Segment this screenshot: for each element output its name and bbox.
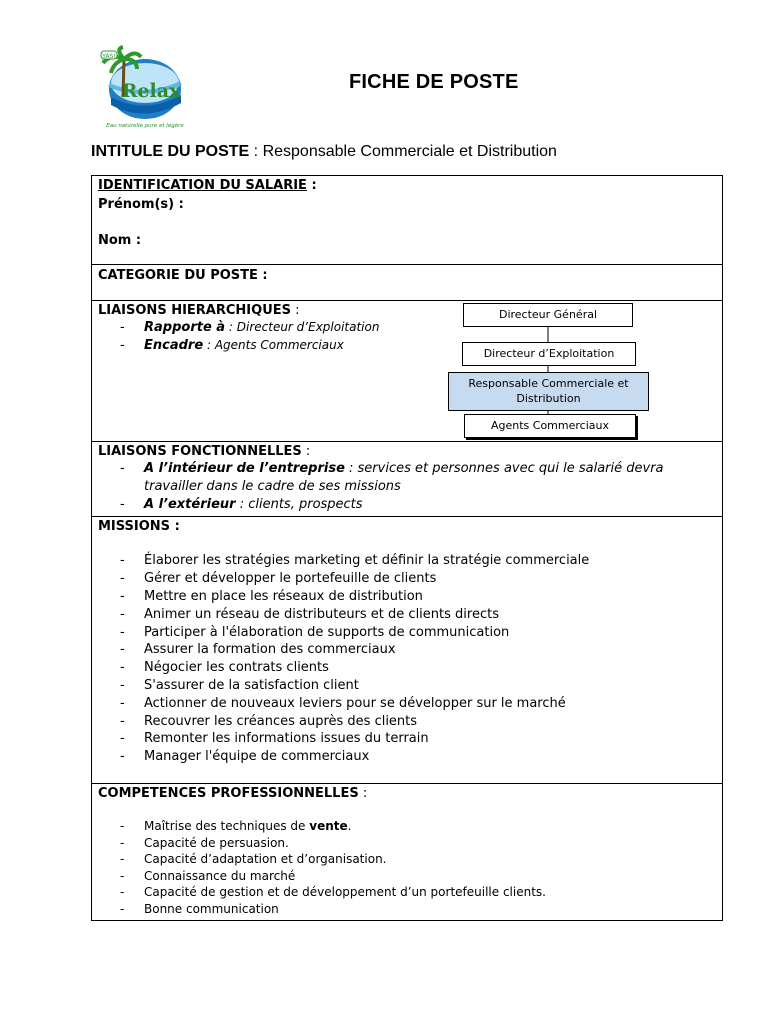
competence-item: - Capacité d’adaptation et d’organisation.: [120, 851, 716, 868]
competences-list: [98, 818, 716, 917]
mission-item: - Négocier les contrats clients: [120, 659, 716, 677]
category-section: [92, 265, 723, 301]
list-item: - Encadre : Agents Commerciaux: [120, 337, 716, 355]
functional-heading: LIAISONS FONCTIONNELLES :: [98, 444, 311, 459]
svg-text:Relax: Relax: [121, 80, 181, 102]
last-name-field: Nom :: [98, 233, 142, 248]
job-title-label: INTITULE DU POSTE: [91, 143, 250, 160]
mission-item: - Assurer la formation des commerciaux: [120, 641, 716, 659]
mission-item: - Élaborer les stratégies marketing et définir la stratégie commerciale: [120, 552, 716, 570]
org-box-directeur-exploitation: Directeur d’Exploitation: [462, 342, 636, 366]
list-item: - A l’intérieur de l’entreprise : services et personnes avec qui le salarié devra travailler dans le cadre de ses missions: [120, 460, 716, 496]
mission-item: - Participer à l'élaboration de supports de communication: [120, 624, 716, 642]
job-description-table: [91, 175, 723, 921]
svg-text:YAS!: YAS!: [102, 53, 116, 60]
mission-item: - Remonter les informations issues du terrain: [120, 730, 716, 748]
document-title: FICHE DE POSTE: [349, 71, 519, 93]
job-title-line: [91, 143, 557, 161]
hierarchical-section: [92, 301, 723, 442]
org-box-responsable-commerciale: Responsable Commerciale et Distribution: [448, 372, 649, 411]
job-title-value: Responsable Commerciale et Distribution: [262, 143, 557, 160]
mission-item: - S'assurer de la satisfaction client: [120, 677, 716, 695]
job-title-separator: :: [249, 143, 263, 160]
company-logo: [93, 45, 191, 130]
missions-heading: MISSIONS :: [98, 519, 180, 535]
mission-item: - Mettre en place les réseaux de distribution: [120, 588, 716, 606]
list-item: - A l’extérieur : clients, prospects: [120, 496, 716, 514]
mission-item: - Animer un réseau de distributeurs et de clients directs: [120, 606, 716, 624]
competence-item: - Capacité de gestion et de développement d’un portefeuille clients.: [120, 884, 716, 901]
first-name-field: Prénom(s) :: [98, 197, 184, 212]
competence-item: - Maîtrise des techniques de vente.: [120, 818, 716, 835]
functional-list: [98, 460, 716, 513]
org-box-directeur-general: Directeur Général: [463, 303, 633, 327]
svg-text:Eau naturelle pure et légère: Eau naturelle pure et légère: [106, 123, 184, 129]
competence-item: - Bonne communication: [120, 901, 716, 918]
identification-section: [92, 176, 723, 265]
category-heading: CATEGORIE DU POSTE :: [98, 268, 268, 283]
competences-section: [92, 784, 723, 921]
functional-section: [92, 442, 723, 517]
missions-list: [98, 552, 716, 766]
list-item: - Rapporte à : Directeur d’Exploitation: [120, 319, 716, 337]
competence-item: - Connaissance du marché: [120, 868, 716, 885]
mission-item: - Gérer et développer le portefeuille de clients: [120, 570, 716, 588]
mission-item: - Recouvrer les créances auprès des clients: [120, 713, 716, 731]
mission-item: - Manager l'équipe de commerciaux: [120, 748, 716, 766]
identification-heading: IDENTIFICATION DU SALARIE :: [98, 178, 317, 193]
missions-section: [92, 517, 723, 784]
org-box-agents-commerciaux: Agents Commerciaux: [464, 414, 636, 438]
competence-item: - Capacité de persuasion.: [120, 835, 716, 852]
competences-heading: COMPETENCES PROFESSIONNELLES :: [98, 786, 368, 802]
mission-item: - Actionner de nouveaux leviers pour se développer sur le marché: [120, 695, 716, 713]
hierarchical-heading: LIAISONS HIERARCHIQUES :: [98, 303, 300, 318]
